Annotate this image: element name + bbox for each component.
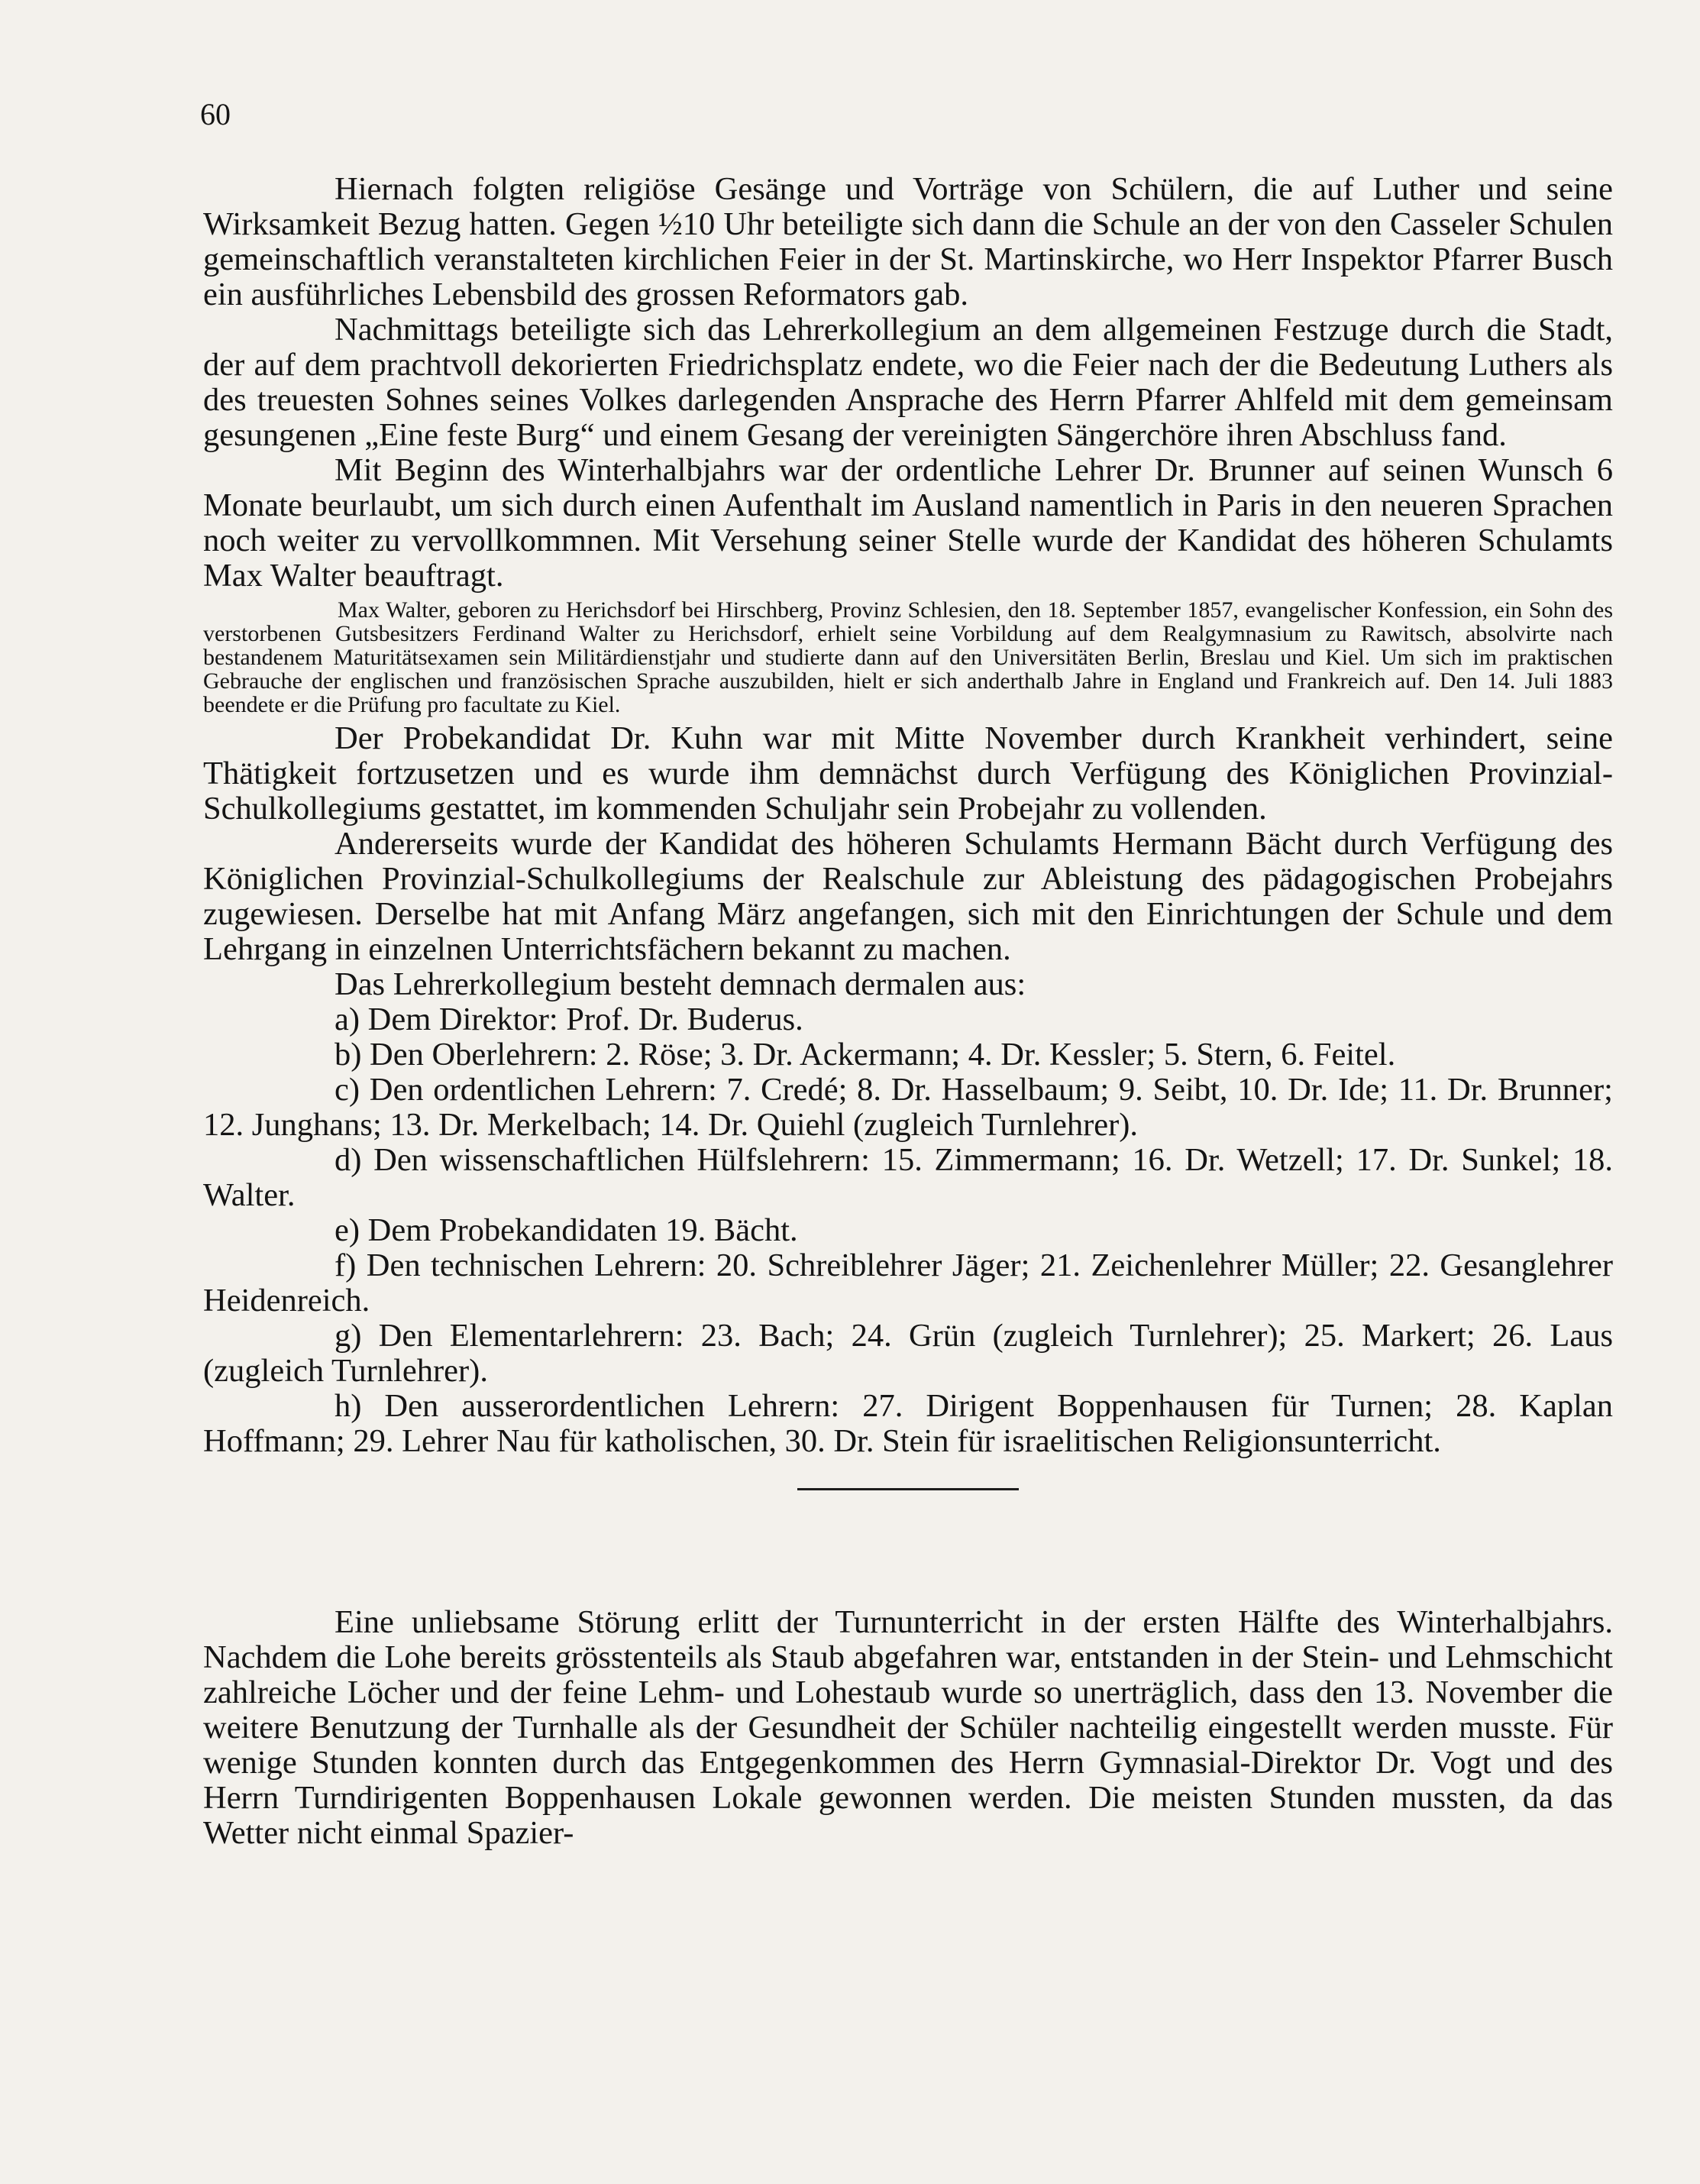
staff-item-probekandidat: e) Dem Probekandidaten 19. Bächt. <box>335 1212 798 1248</box>
page-number: 60 <box>200 97 231 131</box>
staff-item-hilfslehrer: d) Den wissenschaftlichen Hülfslehrern: 15. Zimmermann; 16. Dr. Wetzell; 17. Dr. Sunkel; 18. Walter. <box>203 1142 1613 1213</box>
staff-item-technische: f) Den technischen Lehrern: 20. Schreiblehrer Jäger; 21. Zeichenlehrer Müller; 22. Gesanglehrer Heidenreich. <box>203 1247 1613 1318</box>
paragraph-staff-intro: Das Lehrerkollegium besteht demnach dermalen aus: <box>335 966 1026 1002</box>
paragraph-brunner: Mit Beginn des Winterhalbjahrs war der ordentliche Lehrer Dr. Brunner auf seinen Wunsch 6 Monate beurlaubt, um sich durch einen Aufenthalt im Ausland namentlich in Paris in den neueren Sprachen noch weiter zu vervollkommnen. Mit Versehung seiner Stelle wurde der Kandidat des höheren Schulamts Max Walter beauftragt. <box>203 452 1613 594</box>
staff-item-ordentliche: c) Den ordentlichen Lehrern: 7. Credé; 8. Dr. Hasselbaum; 9. Seibt, 10. Dr. Ide; 11. Dr. Brunner; 12. Junghans; 13. Dr. Merkelbach; 14. Dr. Quiehl (zugleich Turnlehrer). <box>203 1072 1613 1143</box>
biography-walter: Max Walter, geboren zu Herichsdorf bei Hirschberg, Provinz Schlesien, den 18. September 1857, evangelischer Konfession, ein Sohn des verstorbenen Gutsbesitzers Ferdinand Walter zu Herichsdorf, erhielt seine Vorbildung auf dem Realgymnasium zu Rawitsch, absolvirte nach bestandenem Maturitätsexamen sein Militärdienstjahr und studierte dann auf den Universitäten Berlin, Breslau und Kiel. Um sich im praktischen Gebrauche der englischen und französischen Sprache auszubilden, hielt er sich anderthalb Jahre in England und Frankreich auf. Den 14. Juli 1883 beendete er die Prüfung pro facultate zu Kiel. <box>203 597 1613 717</box>
paragraph-kuhn: Der Probekandidat Dr. Kuhn war mit Mitte November durch Krankheit verhindert, seine Thätigkeit fortzusetzen und es wurde ihm demnächst durch Verfügung des Königlichen Provinzial-Schulkollegiums gestattet, im kommenden Schuljahr sein Probejahr zu vollenden. <box>203 720 1613 827</box>
section-divider <box>797 1488 1019 1490</box>
paragraph-service: Hiernach folgten religiöse Gesänge und Vorträge von Schülern, die auf Luther und seine Wirksamkeit Bezug hatten. Gegen ½10 Uhr beteiligte sich dann die Schule an der von den Casseler Schulen gemeinschaftlich veranstalteten kirchlichen Feier in der St. Martinskirche, wo Herr Inspektor Pfarrer Busch ein ausführliches Lebensbild des grossen Reformators gab. <box>203 171 1613 312</box>
staff-list <box>203 1002 1613 1459</box>
paragraph-turnunterricht: Eine unliebsame Störung erlitt der Turnunterricht in der ersten Hälfte des Winterhalbjahrs. Nachdem die Lohe bereits grösstenteils als Staub abgefahren war, entstanden in der Stein- und Lehmschicht zahlreiche Löcher und der feine Lehm- und Lohestaub wurde so unerträglich, dass den 13. November die weitere Benutzung der Turnhalle als der Gesundheit der Schüler nachteilig eingestellt werden musste. Für wenige Stunden konnten durch das Entgegenkommen des Herrn Gymnasial-Direktor Dr. Vogt und des Herrn Turndirigenten Boppenhausen Lokale gewonnen werden. Die meisten Stunden mussten, da das Wetter nicht einmal Spazier- <box>203 1604 1613 1851</box>
staff-item-ausserordentliche: h) Den ausserordentlichen Lehrern: 27. Dirigent Boppenhausen für Turnen; 28. Kaplan Hoffmann; 29. Lehrer Nau für katholischen, 30. Dr. Stein für israelitischen Religionsunterricht. <box>203 1388 1613 1459</box>
staff-item-elementar: g) Den Elementarlehrern: 23. Bach; 24. Grün (zugleich Turnlehrer); 25. Markert; 26. Laus (zugleich Turnlehrer). <box>203 1318 1613 1389</box>
paragraph-festzug: Nachmittags beteiligte sich das Lehrerkollegium an dem allgemeinen Festzuge durch die Stadt, der auf dem prachtvoll dekorierten Friedrichsplatz endete, wo die Feier nach der die Bedeutung Luthers als des treuesten Sohnes seines Volkes darlegenden Ansprache des Herrn Pfarrer Ahlfeld mit dem gemeinsam gesungenen „Eine feste Burg“ und einem Gesang der vereinigten Sängerchöre ihren Abschluss fand. <box>203 312 1613 453</box>
staff-item-oberlehrer: b) Den Oberlehrern: 2. Röse; 3. Dr. Ackermann; 4. Dr. Kessler; 5. Stern, 6. Feitel. <box>335 1037 1396 1073</box>
staff-item-director: a) Dem Direktor: Prof. Dr. Buderus. <box>335 1001 803 1037</box>
paragraph-baecht: Andererseits wurde der Kandidat des höheren Schulamts Hermann Bächt durch Verfügung des Königlichen Provinzial-Schulkollegiums der Realschule zur Ableistung des pädagogischen Probejahrs zugewiesen. Derselbe hat mit Anfang März angefangen, sich mit den Einrichtungen der Schule und dem Lehrgang in einzelnen Unterrichtsfächern bekannt zu machen. <box>203 826 1613 967</box>
page-body <box>203 172 1613 1851</box>
